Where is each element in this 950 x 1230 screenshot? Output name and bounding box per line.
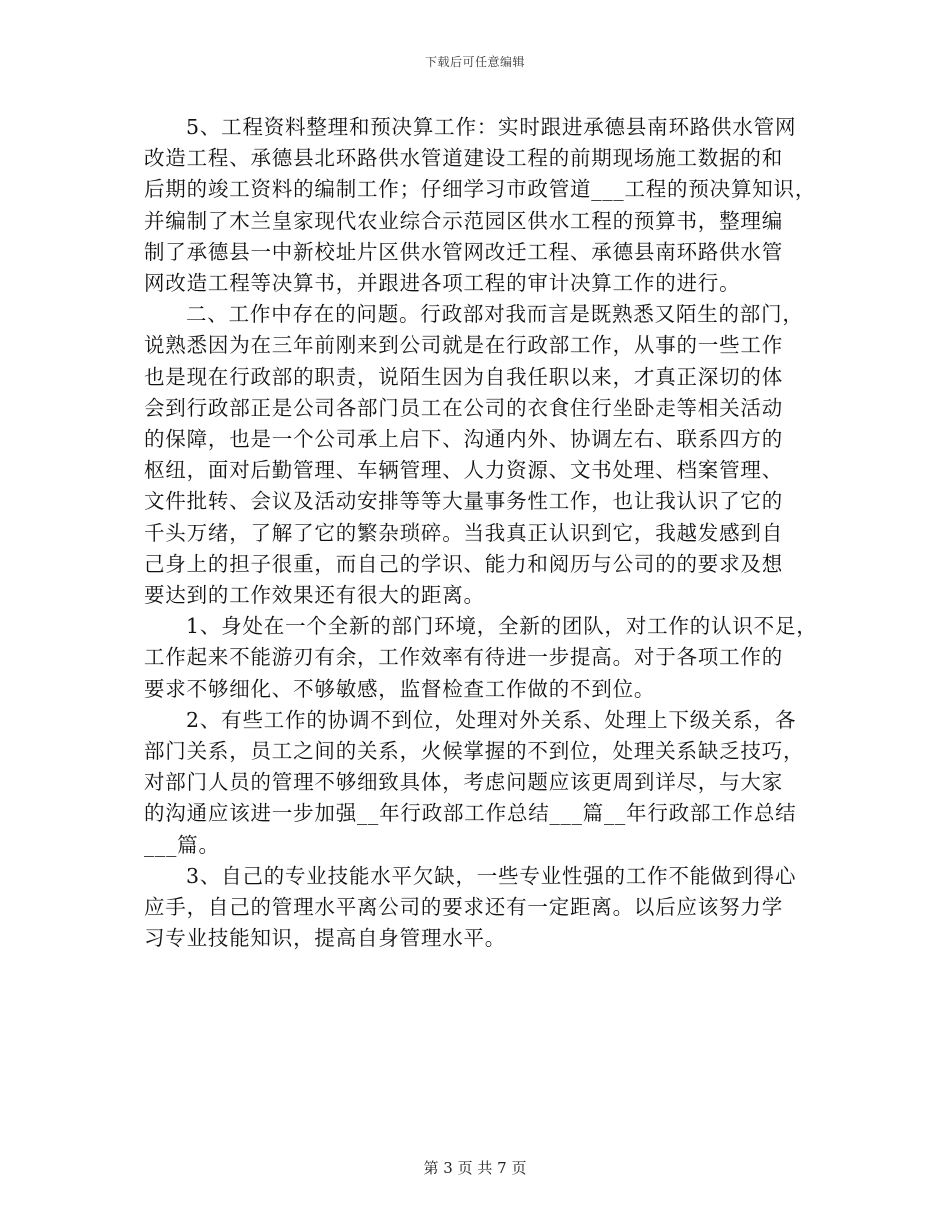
paragraph-line: 也是现在行政部的职责，说陌生因为自我任职以来，才真正深切的体 [144, 364, 783, 389]
paragraph-line: 文件批转、会议及活动安排等等大量事务性工作，也让我认识了它的 [144, 489, 783, 514]
paragraph-line: 己身上的担子很重，而自己的学识、能力和阅历与公司的的要求及想 [144, 551, 783, 576]
paragraph-line: 改造工程、承德县北环路供水管道建设工程的前期现场施工数据的和 [144, 146, 783, 171]
paragraph-line: 后期的竣工资料的编制工作；仔细学习市政管道___工程的预决算知识， [144, 177, 817, 202]
paragraph-line: 二、工作中存在的问题。行政部对我而言是既熟悉又陌生的部门， [186, 302, 804, 327]
paragraph-line: 的沟通应该进一步加强__年行政部工作总结___篇__年行政部工作总结 [144, 801, 797, 826]
paragraph-line: 部门关系，员工之间的关系，火候掌握的不到位，处理关系缺乏技巧， [144, 739, 805, 764]
paragraph-line: 要达到的工作效果还有很大的距离。 [144, 583, 485, 608]
paragraph-line: 2、有些工作的协调不到位，处理对外关系、处理上下级关系，各 [186, 707, 797, 732]
paragraph-line: 网改造工程等决算书，并跟进各项工程的审计决算工作的进行。 [144, 271, 741, 296]
paragraph-line: 1、身处在一个全新的部门环境，全新的团队，对工作的认识不足， [186, 614, 818, 639]
paragraph-line: 工作起来不能游刃有余，工作效率有待进一步提高。对于各项工作的 [144, 645, 783, 670]
page-footer: 第 3 页 共 7 页 [423, 1159, 527, 1177]
paragraph-line: 习专业技能知识，提高自身管理水平。 [144, 926, 507, 951]
paragraph-line: 对部门人员的管理不够细致具体，考虑问题应该更周到详尽，与大家 [144, 770, 783, 795]
paragraph-line: 枢纽，面对后勤管理、车辆管理、人力资源、文书处理、档案管理、 [144, 458, 783, 483]
paragraph-line: 会到行政部正是公司各部门员工在公司的衣食住行坐卧走等相关活动 [144, 395, 783, 420]
paragraph-line: 千头万绪，了解了它的繁杂琐碎。当我真正认识到它，我越发感到自 [144, 520, 783, 545]
paragraph-line: ___篇。 [144, 832, 220, 857]
page-header: 下载后可任意编辑 [424, 55, 525, 69]
paragraph-line: 制了承德县一中新校址片区供水管网改迁工程、承德县南环路供水管 [144, 239, 783, 264]
paragraph-line: 并编制了木兰皇家现代农业综合示范园区供水工程的预算书，整理编 [144, 208, 783, 233]
paragraph-line: 3、自己的专业技能水平欠缺，一些专业性强的工作不能做到得心 [186, 863, 797, 888]
paragraph-line: 应手，自己的管理水平离公司的要求还有一定距离。以后应该努力学 [144, 895, 783, 920]
paragraph-line: 要求不够细化、不够敏感，监督检查工作做的不到位。 [144, 676, 656, 701]
document-body [144, 112, 818, 954]
paragraph-line: 的保障，也是一个公司承上启下、沟通内外、协调左右、联系四方的 [144, 427, 783, 452]
paragraph-line: 5、工程资料整理和预决算工作：实时跟进承德县南环路供水管网 [186, 115, 797, 139]
paragraph-line: 说熟悉因为在三年前刚来到公司就是在行政部工作，从事的一些工作 [144, 333, 783, 358]
